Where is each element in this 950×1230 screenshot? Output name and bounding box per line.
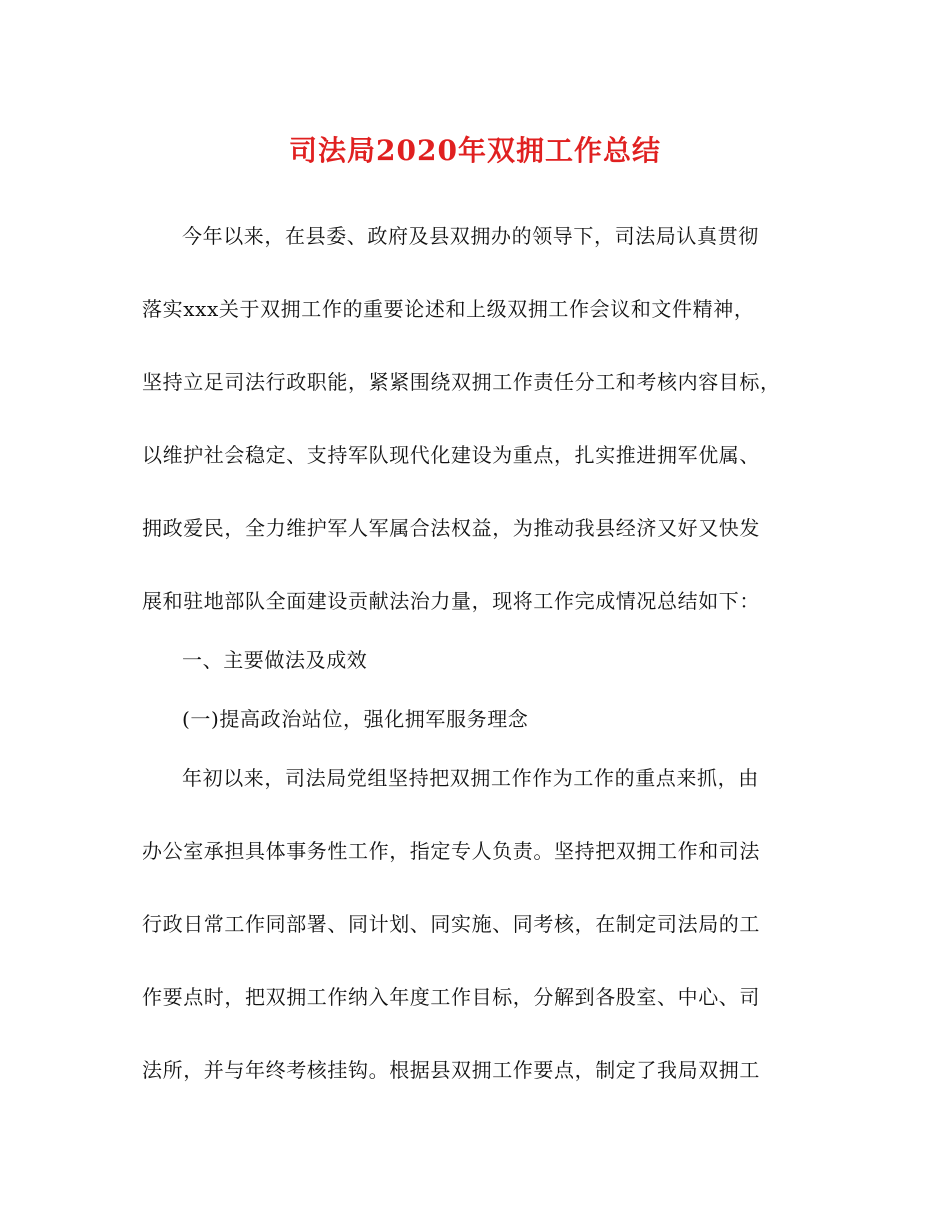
subsection-heading: (一)提高政治站位，强化拥军服务理念: [182, 707, 529, 731]
body-line: 落实xxx关于双拥工作的重要论述和上级双拥工作会议和文件精神，: [142, 297, 755, 321]
body-line: 法所，并与年终考核挂钩。根据县双拥工作要点，制定了我局双拥工: [142, 1058, 760, 1082]
body-line: 行政日常工作同部署、同计划、同实施、同考核，在制定司法局的工: [142, 912, 760, 936]
body-line: 作要点时，把双拥工作纳入年度工作目标，分解到各股室、中心、司: [142, 985, 760, 1009]
body-line: 坚持立足司法行政职能，紧紧围绕双拥工作责任分工和考核内容目标，: [142, 370, 781, 394]
body-line: 办公室承担具体事务性工作，指定专人负责。坚持把双拥工作和司法: [142, 839, 760, 863]
document-title: 司法局2020年双拥工作总结: [289, 134, 661, 167]
body-line: 今年以来，在县委、政府及县双拥办的领导下，司法局认真贯彻: [182, 224, 759, 248]
body-line: 年初以来，司法局党组坚持把双拥工作作为工作的重点来抓，由: [182, 766, 759, 790]
section-heading: 一、主要做法及成效: [182, 648, 368, 672]
body-line: 拥政爱民，全力维护军人军属合法权益，为推动我县经济又好又快发: [142, 516, 760, 540]
body-line: 展和驻地部队全面建设贡献法治力量，现将工作完成情况总结如下：: [142, 589, 760, 613]
body-line: 以维护社会稳定、支持军队现代化建设为重点，扎实推进拥军优属、: [142, 443, 760, 467]
